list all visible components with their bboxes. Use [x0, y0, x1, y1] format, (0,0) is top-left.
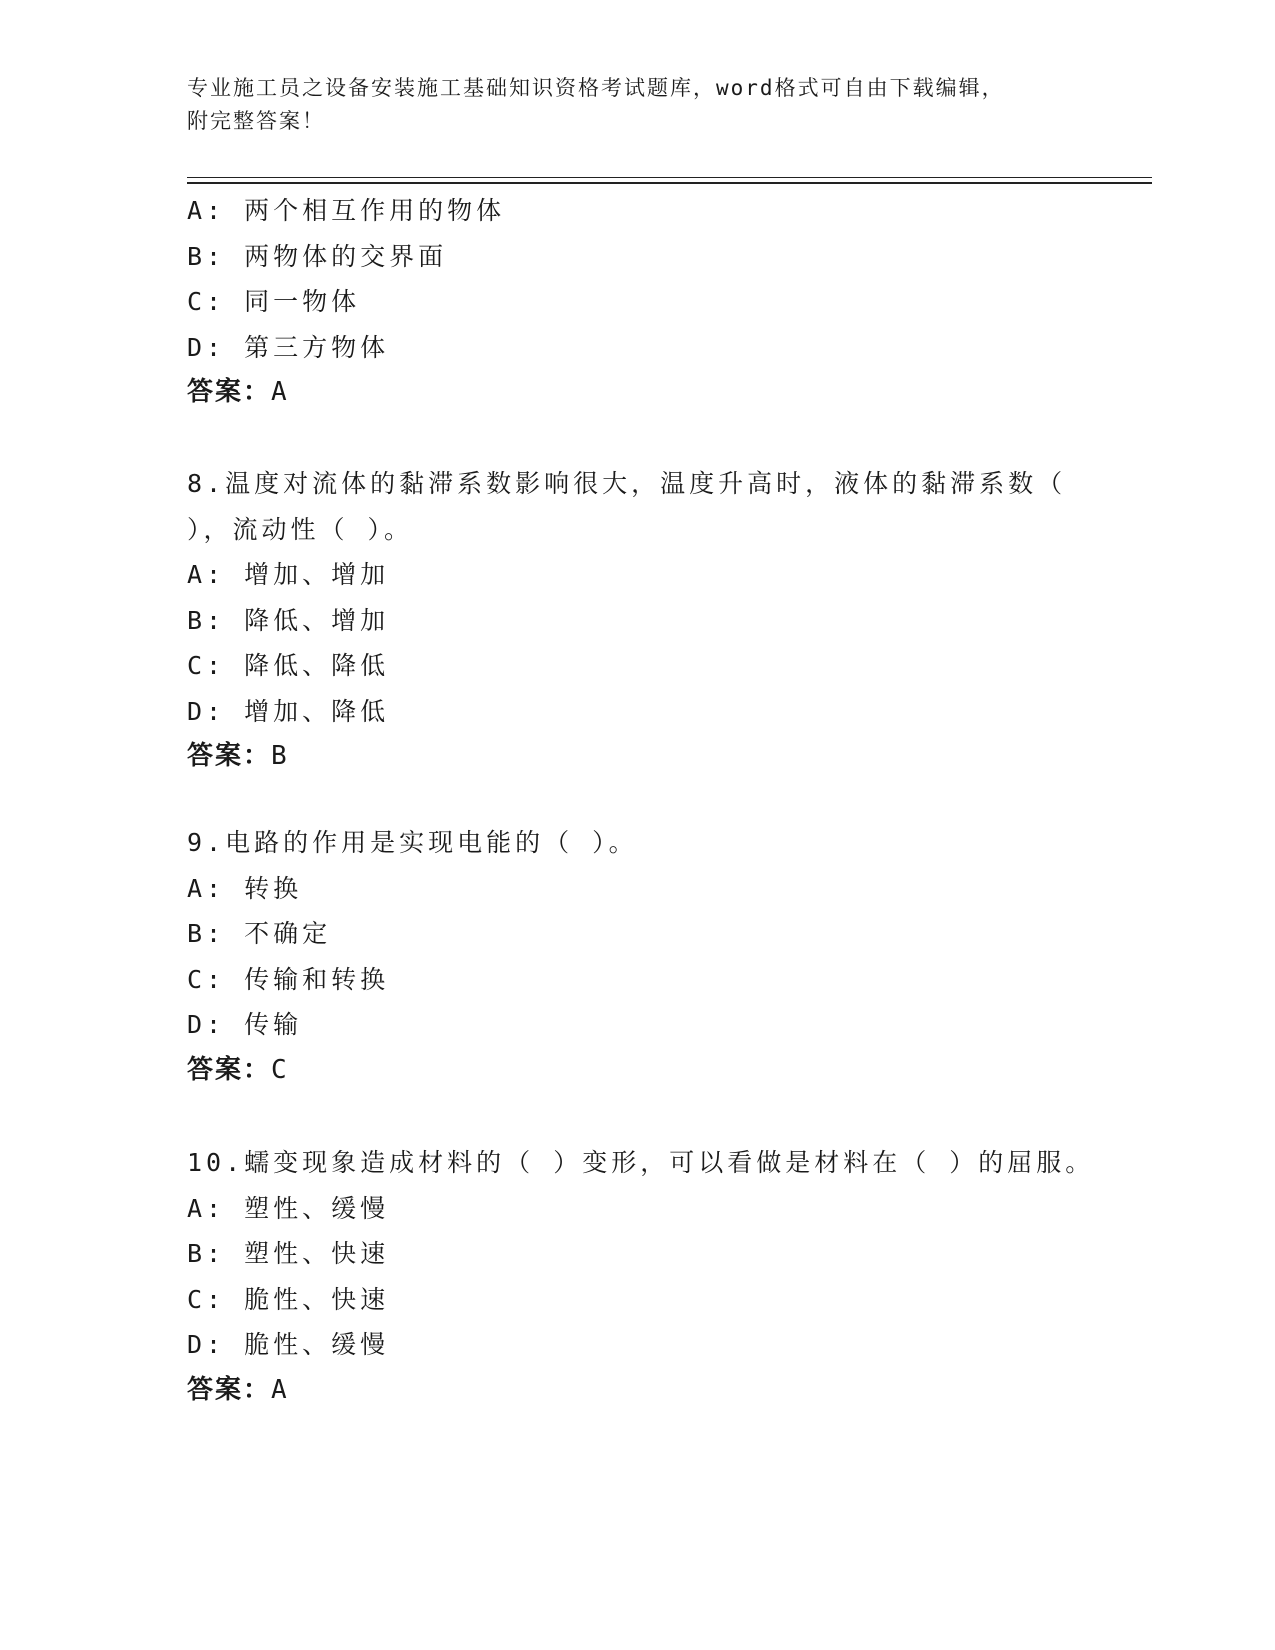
header-line-1: 专业施工员之设备安装施工基础知识资格考试题库，word格式可自由下载编辑， — [187, 76, 1005, 100]
answer-label: 答案： — [187, 1374, 272, 1405]
header-line-2: 附完整答案！ — [187, 109, 325, 133]
option-d: D: 脆性、缓慢 — [187, 1330, 390, 1359]
option-b: B: 不确定 — [187, 919, 332, 948]
question-block-10 — [187, 1140, 1107, 1413]
question-block-8 — [187, 461, 1107, 780]
answer-line — [187, 1368, 1107, 1414]
option-c: C: 脆性、快速 — [187, 1284, 390, 1314]
question-stem-line-1: 10.蠕变现象造成材料的（ ）变形，可以看做是材料在（ ）的屈服。 — [187, 1148, 1095, 1177]
option-a: A: 转换 — [187, 873, 303, 903]
answer-line — [187, 1048, 1107, 1094]
answer-value: C — [271, 1054, 289, 1085]
question-stem-line-1: 9.电路的作用是实现电能的（ ）。 — [187, 828, 638, 857]
answer-value: A — [271, 377, 289, 407]
answer-value: B — [271, 741, 289, 771]
option-d: D: 第三方物体 — [187, 332, 390, 362]
option-a: A: 塑性、缓慢 — [187, 1193, 390, 1223]
question-block-1 — [187, 188, 1107, 416]
question-block-9 — [187, 820, 1107, 1093]
option-b: B: 塑性、快速 — [187, 1239, 390, 1268]
document-header — [187, 72, 1067, 138]
answer-label: 答案： — [187, 377, 272, 407]
option-b: B: 降低、增加 — [187, 605, 390, 635]
option-d: D: 传输 — [187, 1010, 303, 1039]
option-c: C: 传输和转换 — [187, 964, 390, 994]
option-d: D: 增加、降低 — [187, 696, 390, 726]
option-a: A: 两个相互作用的物体 — [187, 196, 506, 225]
option-b: B: 两物体的交界面 — [187, 241, 448, 271]
header-divider-thin — [187, 177, 1152, 178]
question-stem-line-2: ），流动性（ ）。 — [187, 514, 414, 544]
option-a: A: 增加、增加 — [187, 560, 390, 589]
header-divider-thick — [187, 182, 1152, 184]
option-c: C: 同一物体 — [187, 287, 361, 316]
answer-line — [187, 370, 1107, 416]
answer-value: A — [271, 1374, 289, 1405]
question-stem-line-1: 8.温度对流体的黏滞系数影响很大，温度升高时，液体的黏滞系数（ — [187, 469, 1067, 498]
answer-label: 答案： — [187, 1054, 272, 1085]
option-c: C: 降低、降低 — [187, 651, 390, 680]
answer-label: 答案： — [187, 741, 272, 771]
answer-line — [187, 734, 1107, 780]
